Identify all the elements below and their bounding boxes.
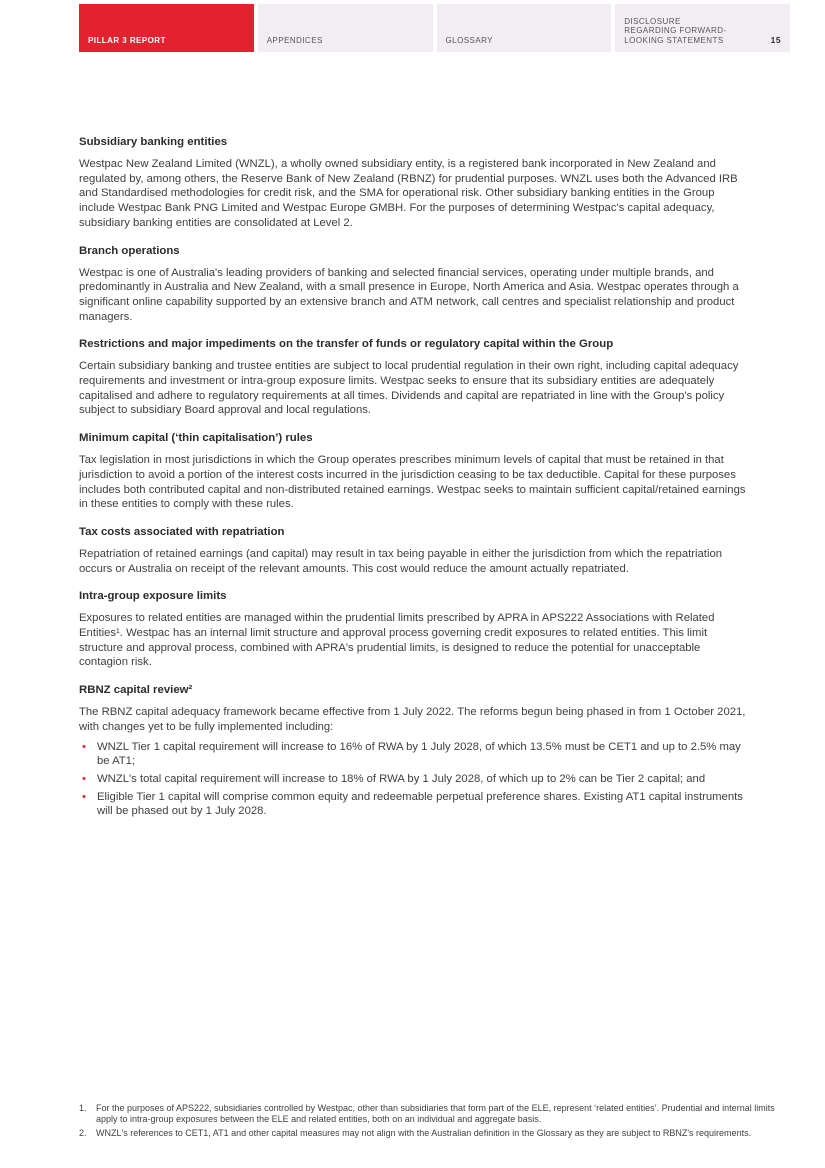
section-heading: Subsidiary banking entities — [79, 136, 228, 148]
section-tax-costs-repatriation — [79, 526, 746, 576]
bullet-icon: • — [82, 790, 86, 803]
section-heading: Branch operations — [79, 244, 180, 257]
tab-disclosure-forward-looking[interactable] — [615, 4, 790, 52]
rbnz-bullet-list — [79, 740, 746, 820]
section-paragraph: Tax legislation in most jurisdictions in which the Group operates prescribes minimum levels of capital that must be retained in that jurisdiction to avoid a portion of the interest costs incurred in the jurisdiction ceasing to be tax deductible. Capital for these purposes includes both contributed capital and non-distributed retained earnings. Westpac seeks to maintain sufficient capital/retained earnings in these entities to comply with these rules. — [79, 454, 746, 511]
section-heading: RBNZ capital review² — [79, 684, 193, 697]
list-item — [79, 772, 746, 787]
section-minimum-capital-rules — [79, 432, 746, 512]
list-item — [79, 790, 746, 819]
section-rbnz-capital-review — [79, 684, 746, 819]
section-paragraph: The RBNZ capital adequacy framework became effective from 1 July 2022. The reforms begun being phased in from 1 October 2021, with changes yet to be fully implemented including: — [79, 706, 746, 733]
tab-glossary[interactable] — [437, 4, 612, 52]
tab-label: GLOSSARY — [445, 35, 493, 45]
section-paragraph: Certain subsidiary banking and trustee entities are subject to local prudential regulation in their own right, including capital adequacy requirements and investment or intra-group exposure limits. Westpac seeks to ensure that its subsidiary entities are adequately capitalised and adhere to regulatory requirements at all times. Dividends and capital are repatriated in line with the Group's policy subject to subsidiary Board approval and local regulations. — [79, 360, 739, 417]
page-number: 15 — [770, 34, 781, 45]
report-nav-tabs — [79, 4, 790, 52]
tab-label: APPENDICES — [266, 35, 323, 45]
section-paragraph: Westpac New Zealand Limited (WNZL), a wholly owned subsidiary entity, is a registered bank incorporated in New Zealand and regulated by, among others, the Reserve Bank of New Zealand (RBNZ) for prudential purposes. WNZL uses both the Advanced IRB and Standardised methodologies for credit risk, and the SMA for operational risk. Other subsidiary banking entities in the Group include Westpac Bank PNG Limited and Westpac Europe GMBH. For the purposes of determining Westpac's capital adequacy, subsidiary banking entities are consolidated at Level 2. — [79, 158, 738, 229]
list-item — [79, 740, 746, 769]
footnote-item — [79, 1103, 785, 1126]
footnote-text: For the purposes of APS222, subsidiaries controlled by Westpac, other than subsidiaries that form part of the ELE, represent ‘related entities’. Prudential and internal limits apply to intra-group exposures between the ELE and related entities, both on an individual and aggregate basis. — [96, 1103, 775, 1125]
bullet-text: WNZL Tier 1 capital requirement will increase to 16% of RWA by 1 July 2028, of which 13.5% must be CET1 and up to 2.5% may be AT1; — [97, 740, 741, 768]
section-heading: Tax costs associated with repatriation — [79, 525, 285, 538]
section-paragraph: Repatriation of retained earnings (and capital) may result in tax being payable in either the jurisdiction from which the repatriation occurs or Australia on receipt of the relevant amounts. This cost would reduce the amount actually repatriated. — [79, 547, 723, 575]
section-heading: Minimum capital (‘thin capitalisation’) rules — [79, 432, 313, 445]
bullet-text: WNZL's total capital requirement will increase to 18% of RWA by 1 July 2028, of which up to 2% can be Tier 2 capital; and — [97, 772, 706, 785]
document-body — [79, 136, 746, 833]
footnote-item — [79, 1128, 785, 1139]
section-paragraph: Exposures to related entities are managed within the prudential limits prescribed by APRA in APS222 Associations with Related Entities¹. Westpac has an internal limit structure and approval process governing credit exposures to related entities. This limit structure and approval process, combined with APRA's prudential limits, is designed to reduce the potential for unacceptable contagion risk. — [79, 612, 715, 669]
section-heading: Intra-group exposure limits — [79, 590, 227, 603]
bullet-text: Eligible Tier 1 capital will comprise common equity and redeemable perpetual preference shares. Existing AT1 capital instruments will be phased out by 1 July 2028. — [97, 790, 743, 818]
bullet-icon: • — [82, 740, 86, 753]
section-paragraph: Westpac is one of Australia's leading providers of banking and selected financial services, operating under multiple brands, and predominantly in Australia and New Zealand, with a small presence in Europe, North America and Asia. Westpac operates through a significant online capability supported by an extensive branch and ATM network, call centres and specialist relationship and product managers. — [79, 266, 739, 323]
section-heading: Restrictions and major impediments on the transfer of funds or regulatory capital within the Group — [79, 338, 614, 351]
tab-label: DISCLOSURE REGARDING FORWARD-LOOKING STATEMENTS — [624, 16, 727, 45]
section-restrictions-transfer-funds — [79, 338, 746, 418]
bullet-icon: • — [82, 772, 86, 785]
footnotes — [79, 1103, 785, 1141]
section-branch-operations — [79, 245, 746, 325]
footnote-number: 2. — [79, 1127, 87, 1138]
tab-appendices[interactable] — [258, 4, 433, 52]
footnote-number: 1. — [79, 1103, 87, 1113]
section-subsidiary-banking-entities — [79, 136, 746, 231]
section-intra-group-exposure-limits — [79, 590, 746, 670]
tab-label: PILLAR 3 REPORT — [88, 35, 166, 45]
tab-pillar-3-report[interactable] — [79, 4, 254, 52]
footnote-text: WNZL's references to CET1, AT1 and other capital measures may not align with the Australian definition in the Glossary as they are subject to RBNZ's requirements. — [96, 1127, 752, 1138]
